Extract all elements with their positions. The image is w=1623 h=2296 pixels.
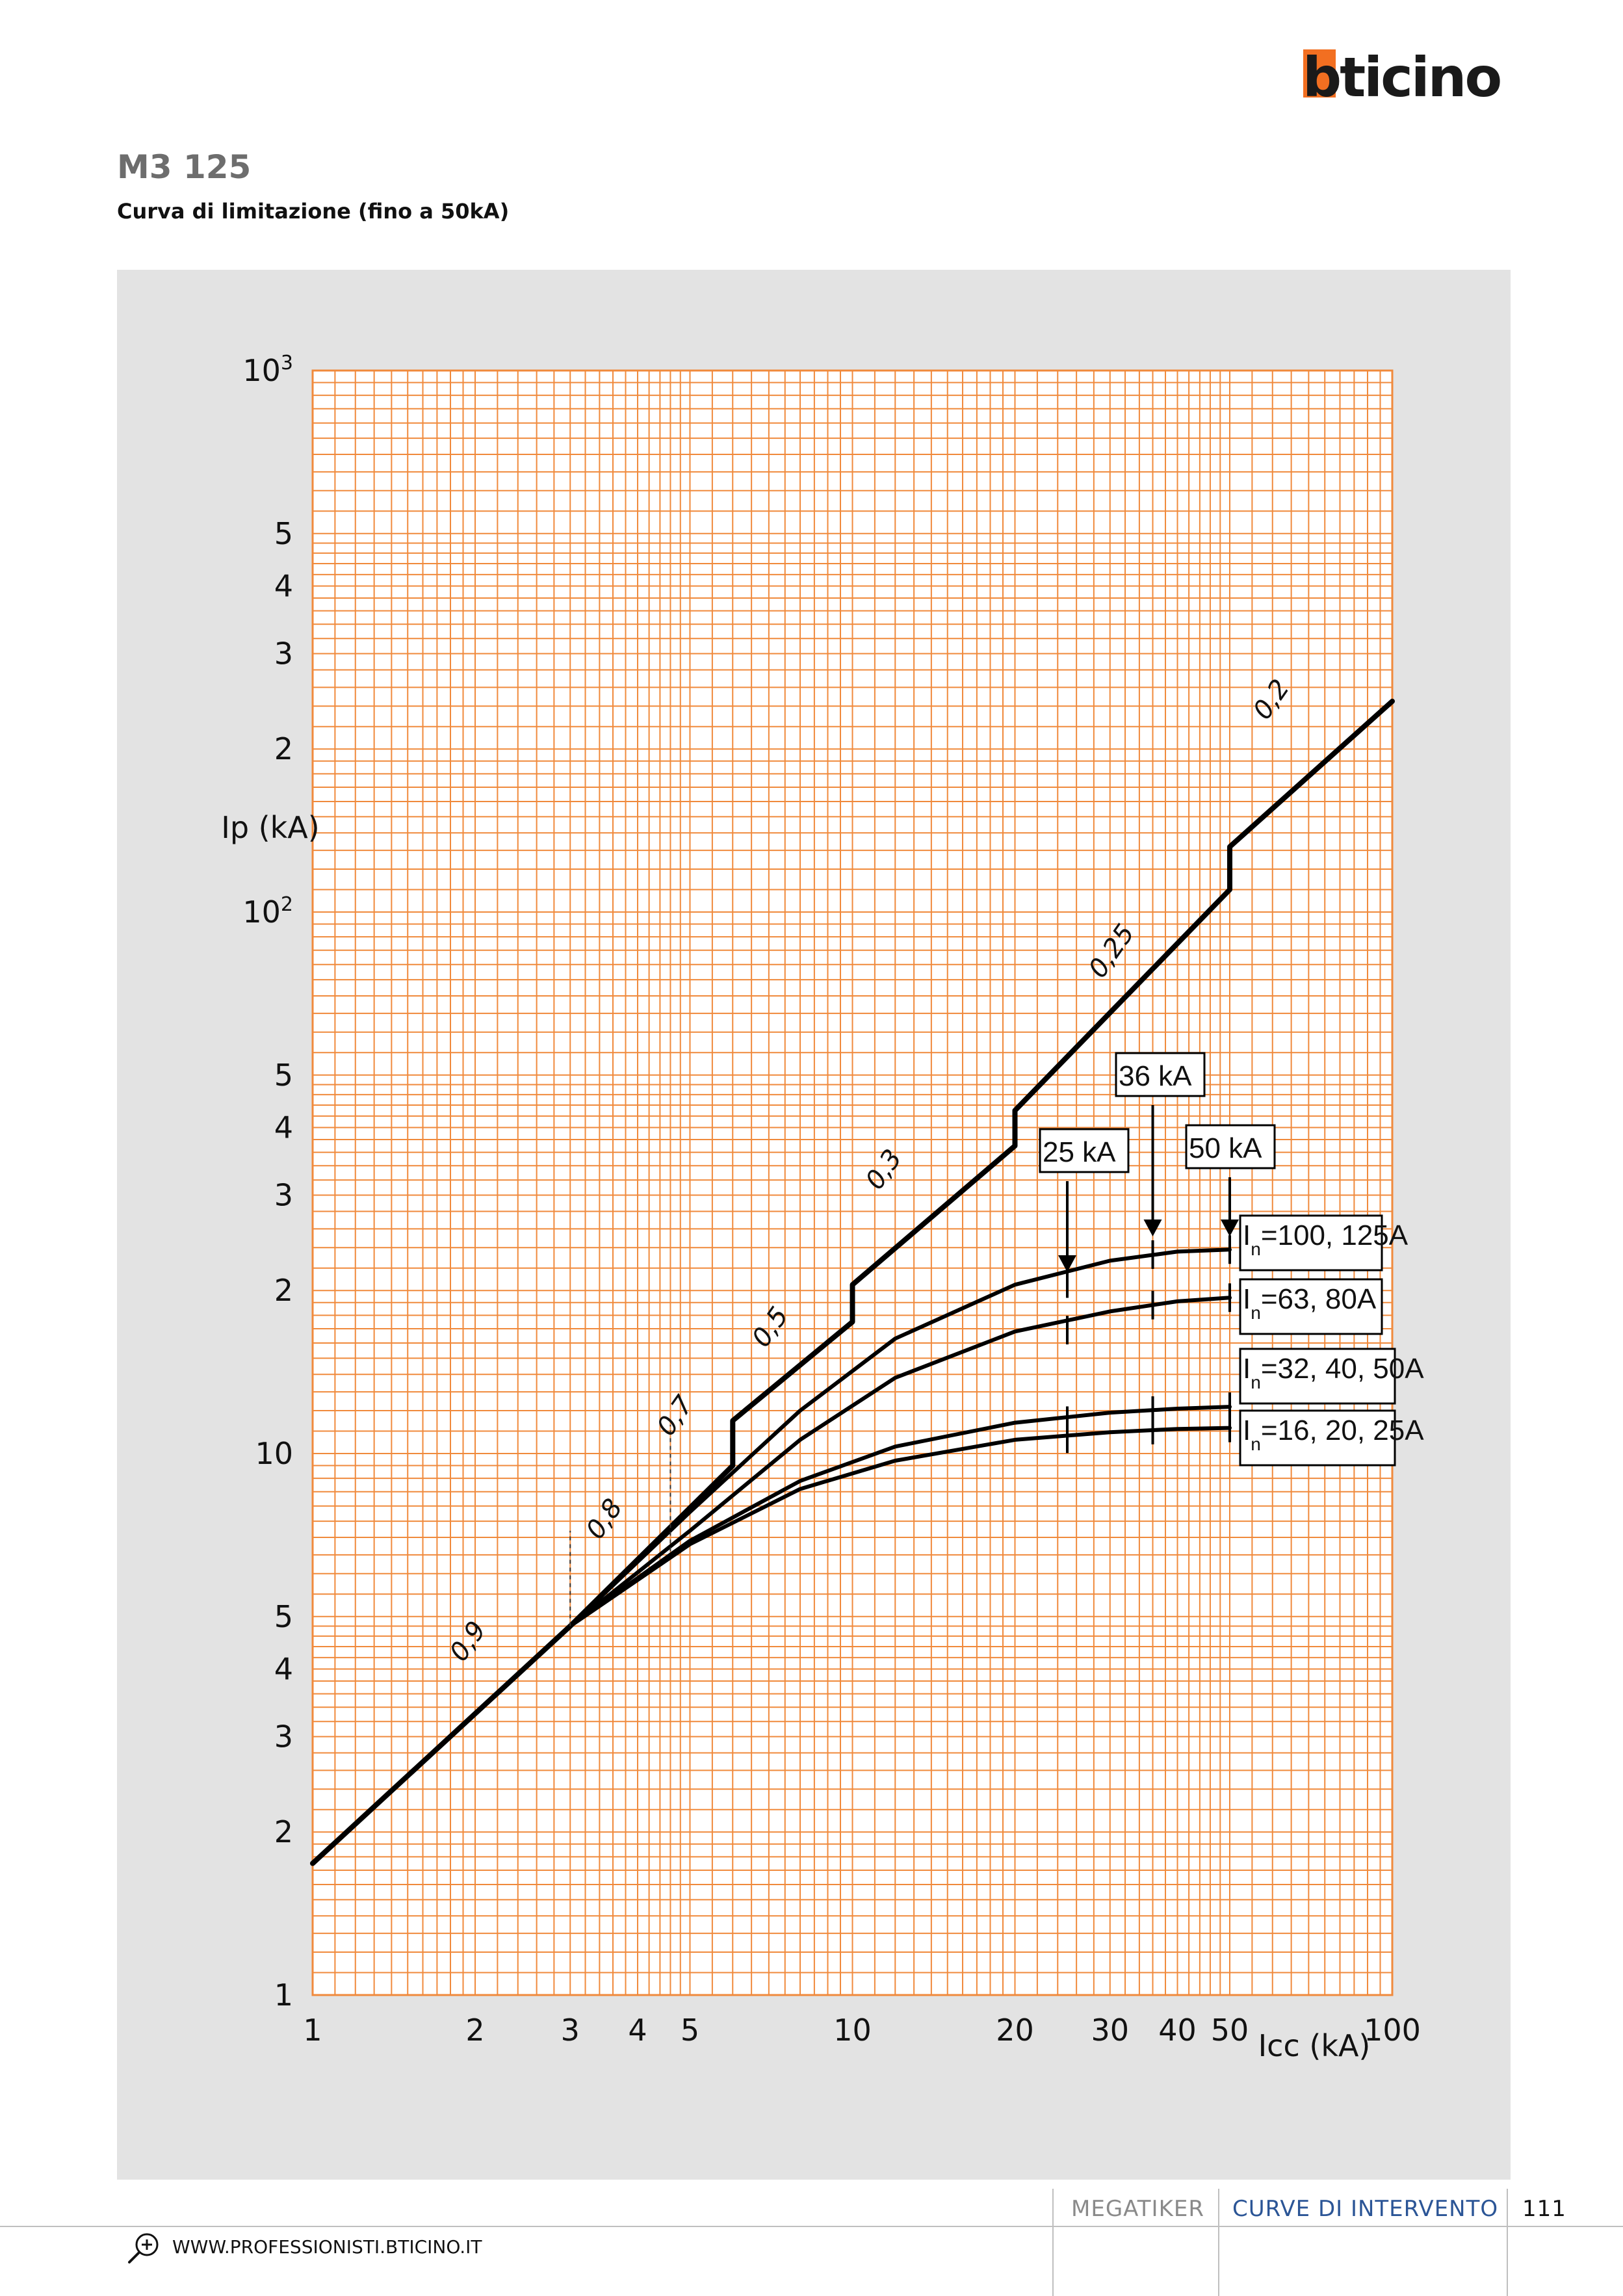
footer-separator xyxy=(1507,2189,1508,2296)
y-tick-label: 2 xyxy=(274,731,293,767)
marker-label: 36 kA xyxy=(1119,1060,1192,1092)
chart-panel xyxy=(117,270,1511,2180)
y-tick-label: 3 xyxy=(274,636,293,672)
y-tick-label: 5 xyxy=(274,1057,293,1093)
y-tick-label: 4 xyxy=(274,568,293,604)
website-link[interactable]: WWW.PROFESSIONISTI.BTICINO.IT xyxy=(172,2236,482,2258)
x-tick-label: 4 xyxy=(628,2013,647,2048)
y-tick-label: 5 xyxy=(274,1598,293,1634)
footer-page-number: 111 xyxy=(1522,2196,1566,2222)
footer-separator xyxy=(1052,2189,1054,2296)
marker-label: 25 kA xyxy=(1043,1136,1116,1168)
rating-label xyxy=(1240,1349,1424,1403)
y-tick-label: 1 xyxy=(274,1977,293,2013)
rating-label xyxy=(1240,1411,1424,1465)
power-factor-label: 0,25 xyxy=(1083,919,1141,984)
footer-separator xyxy=(1218,2189,1219,2296)
x-tick-label: 2 xyxy=(465,2013,485,2048)
power-factor-label: 0,7 xyxy=(651,1390,700,1442)
x-axis-title: Icc (kA) xyxy=(1258,2028,1371,2063)
rating-text: $I_n=16$, 20, 25A xyxy=(1243,1415,1424,1454)
y-tick-label: 5 xyxy=(274,515,293,551)
zoom-in-icon xyxy=(127,2231,161,2265)
y-tick-label: 3 xyxy=(274,1177,293,1213)
x-tick-label: 50 xyxy=(1210,2013,1249,2048)
rating-text: $I_n=100$, 125A xyxy=(1243,1220,1409,1259)
rating-label xyxy=(1240,1279,1382,1334)
y-tick-label: 4 xyxy=(274,1651,293,1687)
y-axis-title: Ip (kA) xyxy=(221,810,320,845)
page-subtitle: Curva di limitazione (fino a 50kA) xyxy=(117,199,510,224)
footer-section: MEGATIKER xyxy=(1071,2196,1204,2222)
x-tick-label: 5 xyxy=(680,2013,700,2048)
y-tick-label: 10 xyxy=(255,1436,293,1471)
x-tick-label: 3 xyxy=(560,2013,580,2048)
x-tick-label: 30 xyxy=(1091,2013,1130,2048)
rating-text: $I_n=32$, 40, 50A xyxy=(1243,1353,1424,1392)
x-tick-label: 40 xyxy=(1158,2013,1197,2048)
logo-text: bticino xyxy=(1303,46,1501,105)
power-factor-label: 0,9 xyxy=(444,1615,493,1667)
footer-chapter[interactable]: CURVE DI INTERVENTO xyxy=(1232,2196,1499,2222)
y-tick-label: $10^3$ xyxy=(242,352,293,388)
bticino-logo xyxy=(1300,40,1511,105)
y-tick-label: 2 xyxy=(274,1814,293,1850)
footer-divider xyxy=(0,2226,1623,2227)
power-factor-label: 0,8 xyxy=(580,1493,629,1545)
page-title: M3 125 xyxy=(117,148,252,186)
x-tick-label: 10 xyxy=(833,2013,872,2048)
y-tick-label: $10^2$ xyxy=(242,893,293,930)
power-factor-label: 0,3 xyxy=(859,1143,909,1195)
power-factor-label: 0,5 xyxy=(746,1301,795,1353)
y-tick-label: 2 xyxy=(274,1273,293,1309)
x-tick-label: 1 xyxy=(303,2013,322,2048)
limitation-curve-chart xyxy=(117,270,1511,2180)
y-tick-label: 4 xyxy=(274,1110,293,1145)
marker-label: 50 kA xyxy=(1189,1132,1262,1164)
rating-text: $I_n=63$, 80A xyxy=(1243,1283,1377,1323)
y-tick-label: 3 xyxy=(274,1719,293,1755)
x-tick-label: 100 xyxy=(1364,2013,1421,2048)
x-tick-label: 20 xyxy=(996,2013,1034,2048)
power-factor-label: 0,2 xyxy=(1247,673,1296,725)
